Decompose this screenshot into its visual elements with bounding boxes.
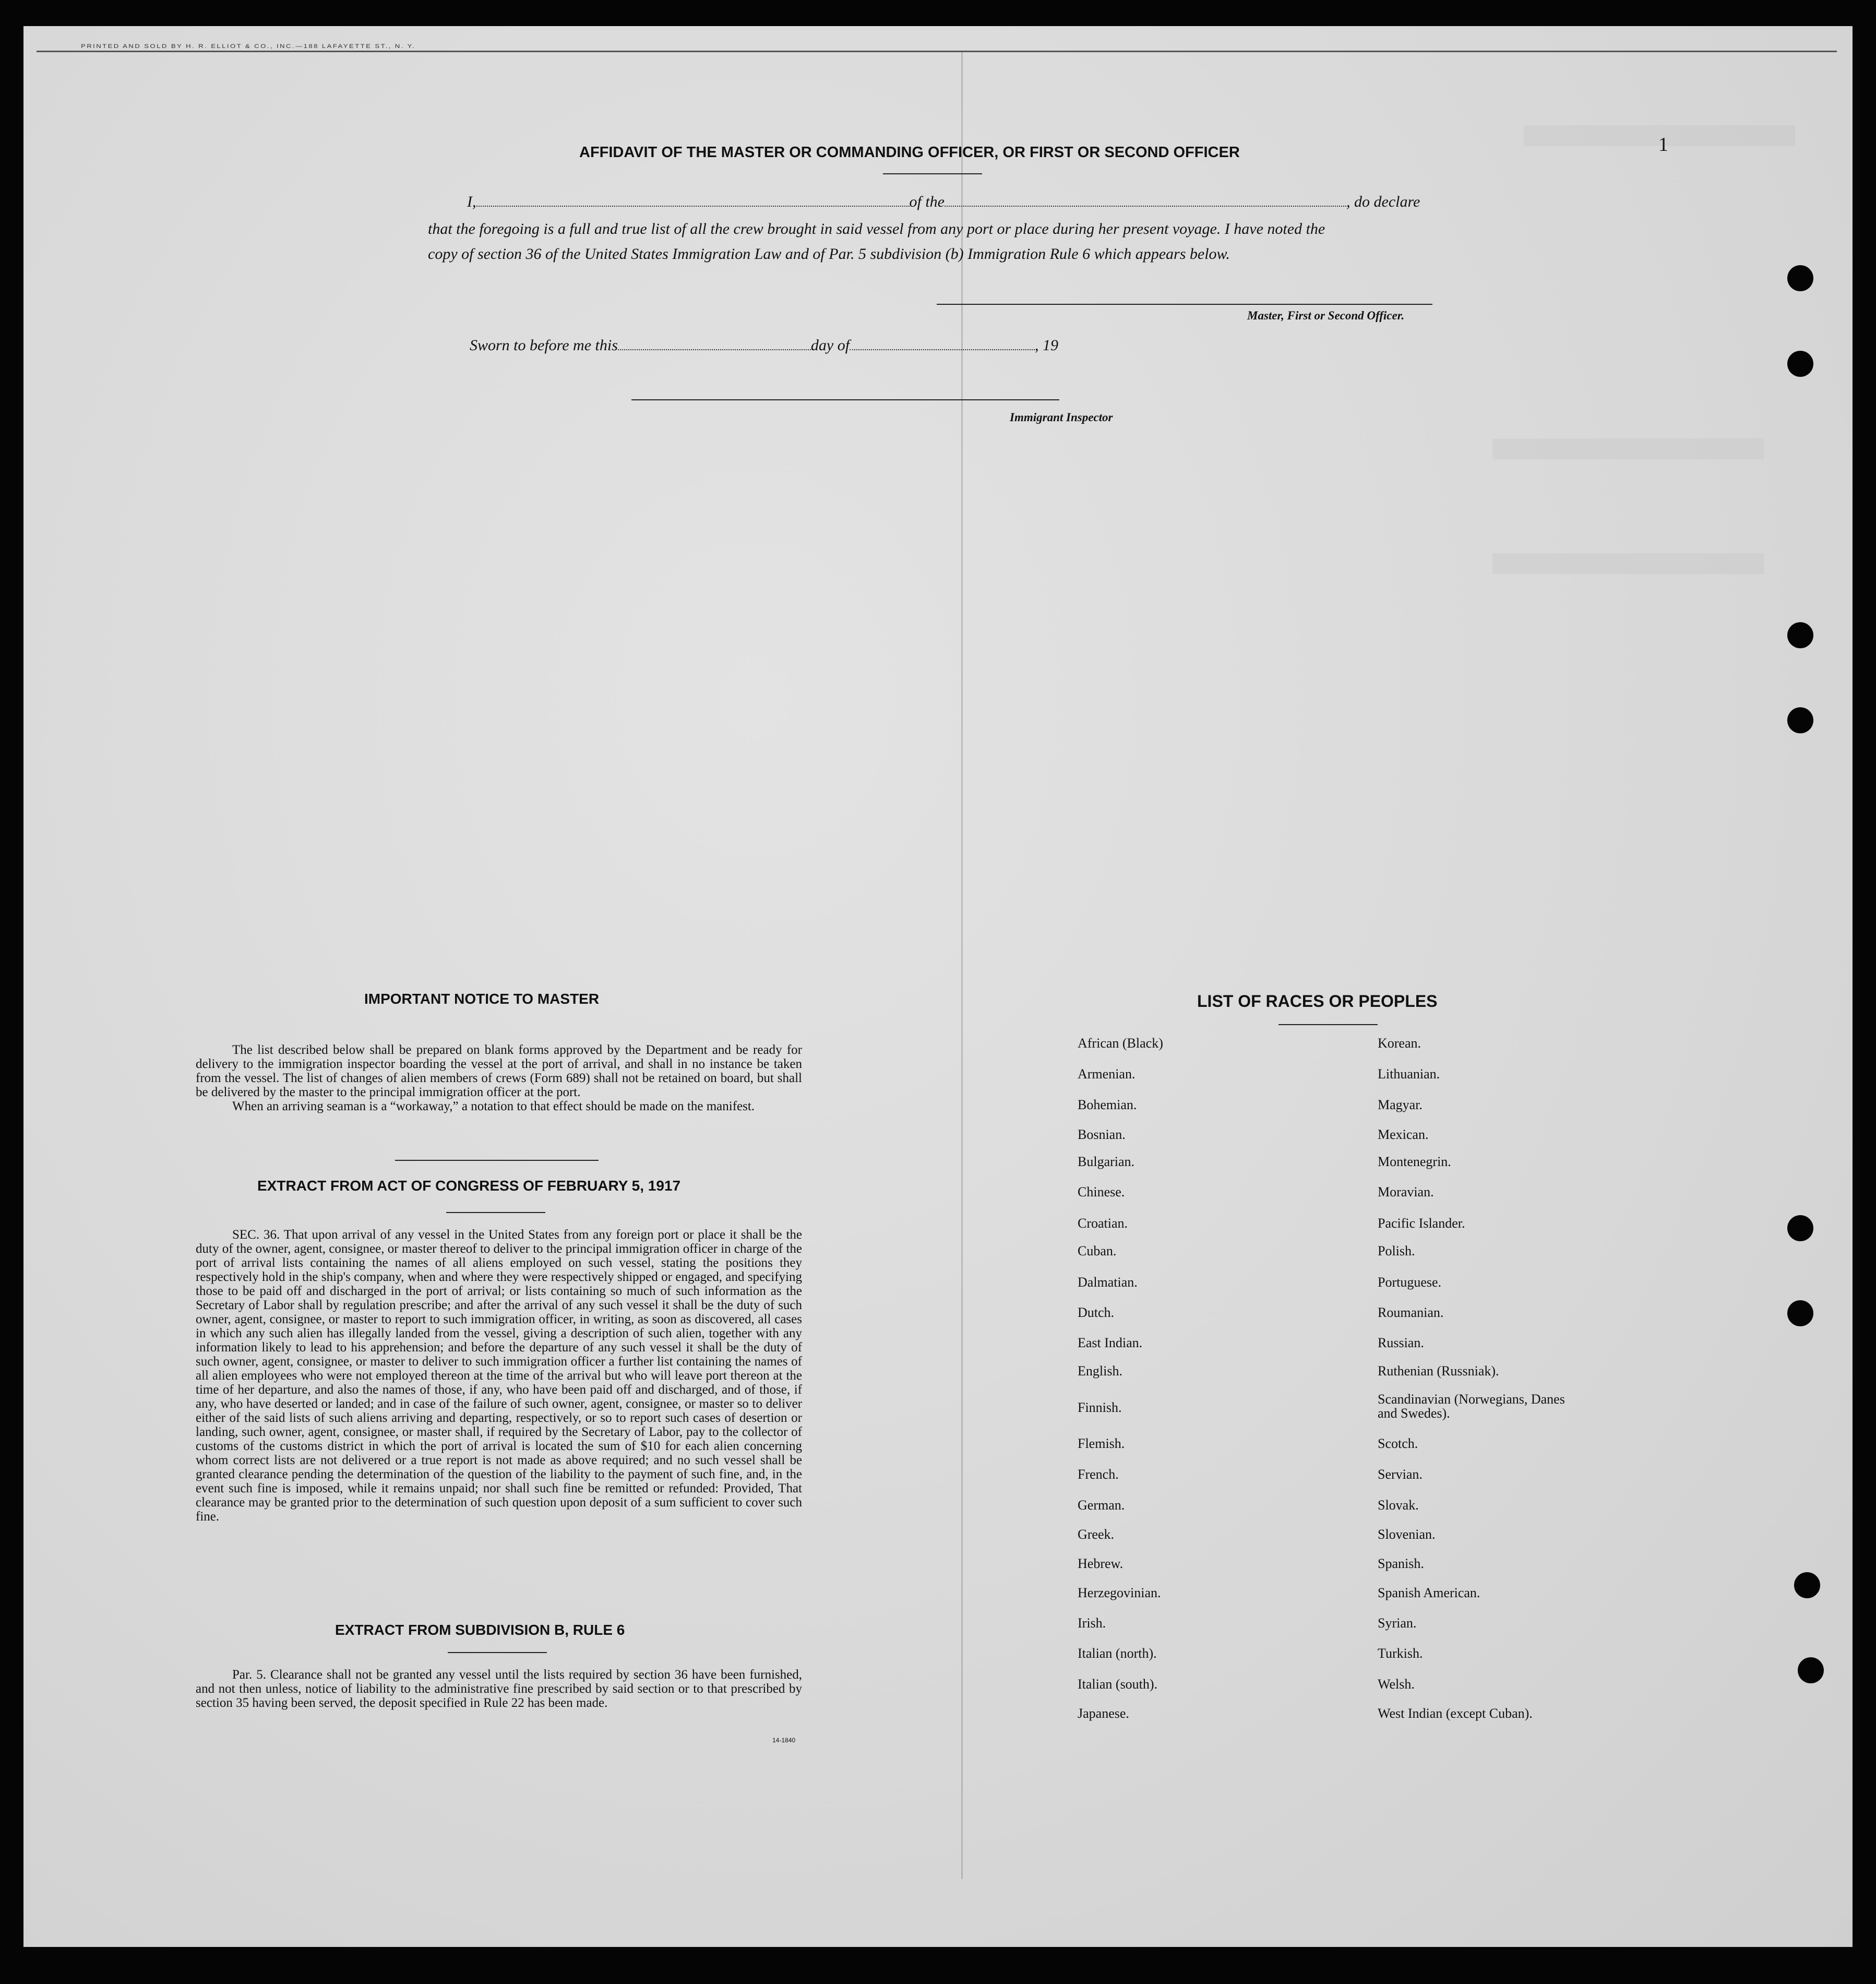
race-item: English.	[1078, 1363, 1122, 1379]
extract-rule-title: EXTRACT FROM SUBDIVISION B, RULE 6	[335, 1622, 625, 1638]
bleed-through	[1524, 125, 1795, 146]
race-item: Spanish American.	[1378, 1585, 1480, 1600]
punch-hole	[1787, 1215, 1813, 1241]
divider	[448, 1652, 547, 1653]
extract-rule-body	[196, 1668, 802, 1710]
sworn-label: Sworn to before me this	[470, 337, 618, 354]
race-item: Welsh.	[1378, 1677, 1415, 1692]
name-field[interactable]	[476, 206, 910, 207]
race-item: Japanese.	[1078, 1706, 1129, 1721]
race-item: Dalmatian.	[1078, 1275, 1138, 1290]
race-item: Polish.	[1378, 1243, 1415, 1258]
punch-hole	[1787, 1300, 1813, 1326]
year-label: , 19	[1035, 337, 1059, 354]
printer-credit: PRINTED AND SOLD BY H. R. ELLIOT & CO., INC.—188 LAFAYETTE ST., N. Y.	[81, 43, 416, 50]
race-item: Russian.	[1378, 1335, 1424, 1350]
race-item: Slovak.	[1378, 1498, 1419, 1513]
race-item: Herzegovinian.	[1078, 1585, 1161, 1600]
race-item: French.	[1078, 1467, 1119, 1482]
race-item: Slovenian.	[1378, 1527, 1436, 1542]
bleed-through	[1492, 553, 1764, 574]
race-item: Italian (south).	[1078, 1677, 1158, 1692]
race-item: Pacific Islander.	[1378, 1216, 1465, 1231]
race-item: Croatian.	[1078, 1216, 1128, 1231]
race-item: Scotch.	[1378, 1436, 1418, 1451]
race-item: Greek.	[1078, 1527, 1115, 1542]
affidavit-line-3: copy of section 36 of the United States Immigration Law and of Par. 5 subdivision (b) Immigration Rule 6 which appears below.	[428, 245, 1230, 263]
affidavit-title: AFFIDAVIT OF THE MASTER OR COMMANDING OFFICER, OR FIRST OR SECOND OFFICER	[579, 144, 1240, 161]
race-item: Spanish.	[1378, 1556, 1424, 1571]
punch-hole	[1787, 265, 1813, 291]
punch-hole	[1798, 1657, 1824, 1683]
fold-line	[961, 52, 963, 1879]
race-item: Magyar.	[1378, 1097, 1423, 1112]
race-item: Finnish.	[1078, 1400, 1122, 1415]
notice-body	[196, 1043, 802, 1113]
notice-paragraph: When an arriving seaman is a “workaway,” a notation to that effect should be made on the manifest.	[232, 1099, 755, 1113]
race-item: Korean.	[1378, 1036, 1421, 1051]
race-item: West Indian (except Cuban).	[1378, 1706, 1533, 1721]
race-item: Cuban.	[1078, 1243, 1117, 1258]
race-item: Montenegrin.	[1378, 1154, 1451, 1169]
vessel-field[interactable]	[945, 206, 1346, 207]
extract-congress-body	[196, 1228, 802, 1524]
race-item: Portuguese.	[1378, 1275, 1442, 1290]
race-item: Turkish.	[1378, 1646, 1423, 1661]
race-item: East Indian.	[1078, 1335, 1143, 1350]
affidavit-line-2: that the foregoing is a full and true list of all the crew brought in said vessel from any port or place during her present voyage. I have noted the	[428, 220, 1325, 237]
affidavit-declaration-line	[467, 193, 1420, 211]
race-item: Servian.	[1378, 1467, 1423, 1482]
section-36-text: SEC. 36. That upon arrival of any vessel in the United States from any foreign port or place it shall be the duty of the owner, agent, consignee, or master thereof to deliver to the principal immigration officer in charge of the port of arrival lists containing the names of all aliens employed on such vessel, stating the positions they respectively hold in the ship's company, when and where they were respectively shipped or engaged, and specifying those to be paid off and discharged in the port of arrival; or lists containing so much of such information as the Secretary of Labor shall by regulation prescribe; and after the arrival of any such vessel it shall be the duty of such owner, agent, consignee, or master to report to such immigration officer, in writing, as soon as discovered, all cases in which any such alien has illegally landed from the vessel, giving a description of such alien, together with any information likely to lead to his apprehension; and before the departure of any such vessel it shall be the duty of such owner, agent, consignee, or master to deliver to such immigration officer a further list containing the names of all alien employees who were not employed thereon at the time of the arrival but who will leave port thereon at the time of her departure, and also the names of those, if any, who have been paid off and discharged, and of those, if any, who have deserted or landed; and in case of the failure of such owner, agent, consignee, or master so to deliver either of the said lists of such aliens arriving and departing, respectively, or so to report such cases of desertion or landing, such owner, agent, consignee, or master shall, if required by the Secretary of Labor, pay to the collector of customs of the customs district in which the port of arrival is located the sum of $10 for each alien concerning whom correct lists are not delivered or a true report is not made as above required; and no such vessel shall be granted clearance pending the determination of the question of the liability to the payment of such fine, and, in the event such fine is imposed, while it remains unpaid; nor shall such fine be remitted or refunded: Provided, That clearance may be granted prior to the determination of such question upon deposit of a sum sufficient to cover such fine.	[196, 1228, 802, 1524]
race-item: Hebrew.	[1078, 1556, 1124, 1571]
punch-hole	[1794, 1572, 1820, 1598]
divider	[446, 1212, 545, 1213]
inspector-signature-line[interactable]	[631, 399, 1059, 400]
races-title: LIST OF RACES OR PEOPLES	[1197, 992, 1438, 1011]
punch-hole	[1787, 622, 1813, 648]
race-item: Dutch.	[1078, 1305, 1115, 1320]
form-code: 14-1840	[772, 1737, 796, 1744]
document-page	[23, 26, 1853, 1947]
rule-6-text: Par. 5. Clearance shall not be granted any vessel until the lists required by section 36 have been furnished, and not then unless, notice of liability to the administrative fine prescribed by said section or to that prescribed by section 35 having been served, the deposit specified in Rule 22 has been made.	[196, 1668, 802, 1710]
notice-title: IMPORTANT NOTICE TO MASTER	[364, 991, 600, 1007]
race-item: Scandinavian (Norwegians, Danes and Swedes).	[1378, 1392, 1565, 1421]
notice-paragraph: The list described below shall be prepared on blank forms approved by the Department and be ready for delivery to the immigration inspector boarding the vessel at the port of arrival, and shall in no instance be taken from the vessel. The list of changes of alien members of crews (Form 689) shall not be retained on board, but shall be delivered by the master to the principal immigration officer at the port.	[196, 1043, 802, 1099]
divider	[883, 173, 982, 174]
race-item: Flemish.	[1078, 1436, 1125, 1451]
sworn-month-field[interactable]	[850, 349, 1035, 350]
top-rule	[37, 51, 1837, 52]
race-item: Chinese.	[1078, 1184, 1125, 1199]
of-the-label: of the	[909, 193, 945, 210]
race-item: Ruthenian (Russniak).	[1378, 1363, 1499, 1379]
punch-hole	[1787, 351, 1813, 377]
race-item: Armenian.	[1078, 1066, 1136, 1082]
divider	[395, 1160, 599, 1161]
race-item: Moravian.	[1378, 1184, 1434, 1199]
race-item: Irish.	[1078, 1615, 1106, 1631]
sworn-day-field[interactable]	[618, 349, 811, 350]
divider	[1278, 1024, 1378, 1025]
do-declare-label: , do declare	[1346, 193, 1420, 210]
sworn-line	[470, 337, 1058, 354]
page-number: 1	[1658, 134, 1668, 156]
inspector-signature-caption: Immigrant Inspector	[1010, 411, 1113, 424]
race-item: Bosnian.	[1078, 1127, 1126, 1142]
race-item: Bohemian.	[1078, 1097, 1137, 1112]
race-item: African (Black)	[1078, 1036, 1163, 1051]
race-item: German.	[1078, 1498, 1125, 1513]
race-item: Mexican.	[1378, 1127, 1429, 1142]
day-of-label: day of	[810, 337, 850, 354]
i-label: I,	[467, 193, 476, 210]
race-item: Bulgarian.	[1078, 1154, 1135, 1169]
bleed-through	[1492, 438, 1764, 459]
master-signature-caption: Master, First or Second Officer.	[1247, 309, 1405, 322]
punch-hole	[1787, 707, 1813, 733]
race-item: Lithuanian.	[1378, 1066, 1440, 1082]
race-item: Syrian.	[1378, 1615, 1417, 1631]
race-item: Italian (north).	[1078, 1646, 1157, 1661]
race-item: Roumanian.	[1378, 1305, 1444, 1320]
extract-congress-title: EXTRACT FROM ACT OF CONGRESS OF FEBRUARY 5, 1917	[257, 1178, 681, 1194]
master-signature-line[interactable]	[937, 304, 1432, 305]
